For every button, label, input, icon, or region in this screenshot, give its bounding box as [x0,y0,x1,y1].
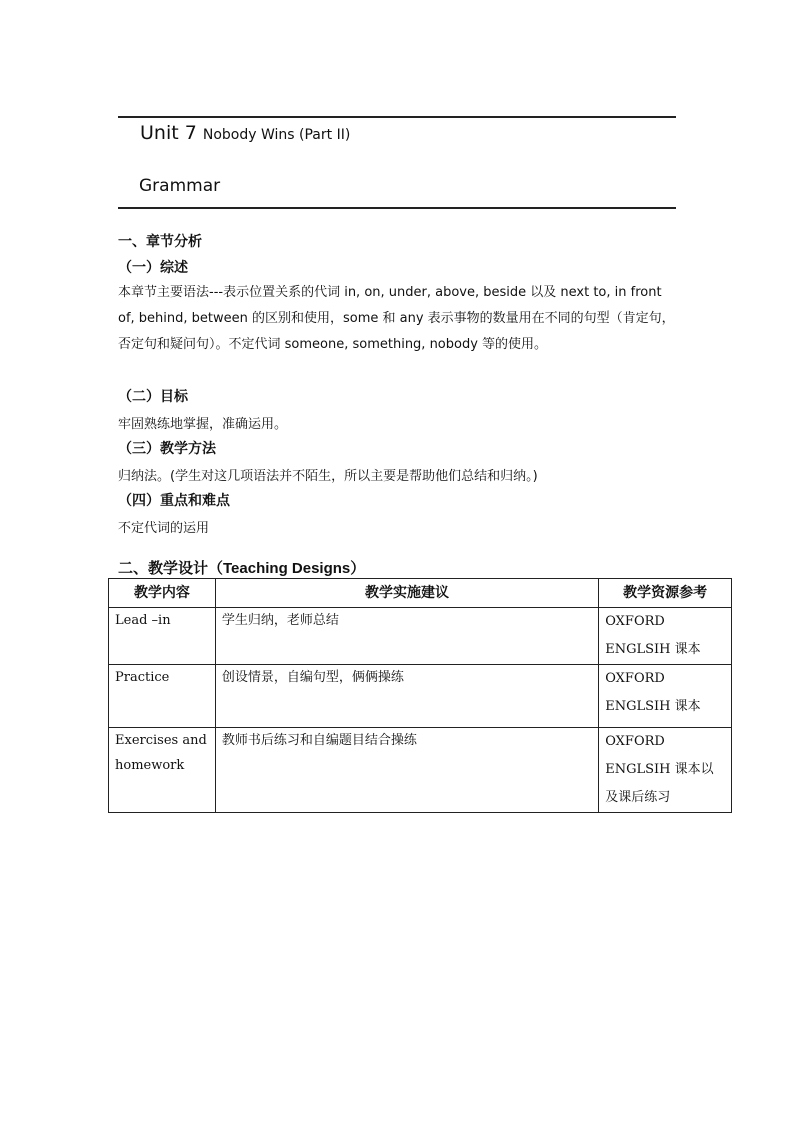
topic-label: Grammar [139,176,221,196]
overview-heading: （一）综述 [118,260,188,276]
page-title [140,122,350,144]
cell-resource: OXFORD ENGLSIH 课本 [599,665,732,728]
method-text: 归纳法。(学生对这几项语法并不陌生，所以主要是帮助他们总结和归纳。) [118,469,538,484]
focus-heading: （四）重点和难点 [118,493,230,509]
cell-resource: OXFORD ENGLSIH 课本 [599,608,732,665]
overview-text: 本章节主要语法---表示位置关系的代词 in, on, under, above, beside 以及 next to, in front of, behind, between 的区别和使用，some 和 any 表示事物的数量用在不同的句型（肯定句，否定句和疑问句）。不定代词 someone, something, nobody 等的使用。 [118,285,675,352]
cell-content: Exercises and homework [109,728,216,813]
section2-heading: 二、教学设计（Teaching Designs） [118,560,366,577]
focus-text: 不定代词的运用 [118,521,210,536]
top-rule [118,116,676,118]
method-heading: （三）教学方法 [118,441,216,457]
unit-subtitle: Nobody Wins (Part II) [202,127,351,143]
cell-suggestion: 学生归纳，老师总结 [215,608,598,665]
bottom-rule [118,207,676,209]
column-header: 教学资源参考 [599,579,732,608]
cell-suggestion: 创设情景，自编句型，俩俩操练 [215,665,598,728]
cell-content: Lead –in [109,608,216,665]
cell-suggestion: 教师书后练习和自编题目结合操练 [215,728,598,813]
goal-text: 牢固熟练地掌握，准确运用。 [118,417,288,432]
column-header: 教学实施建议 [215,579,598,608]
column-header: 教学内容 [109,579,216,608]
cell-content: Practice [109,665,216,728]
table-row [109,728,732,813]
table-header-row [109,579,732,608]
cell-resource: OXFORD ENGLSIH 课本以及课后练习 [599,728,732,813]
section1-heading: 一、章节分析 [118,234,202,250]
teaching-design-table [108,578,732,813]
unit-label: Unit 7 [140,122,197,144]
table-row [109,665,732,728]
table-row [109,608,732,665]
goal-heading: （二）目标 [118,389,188,405]
